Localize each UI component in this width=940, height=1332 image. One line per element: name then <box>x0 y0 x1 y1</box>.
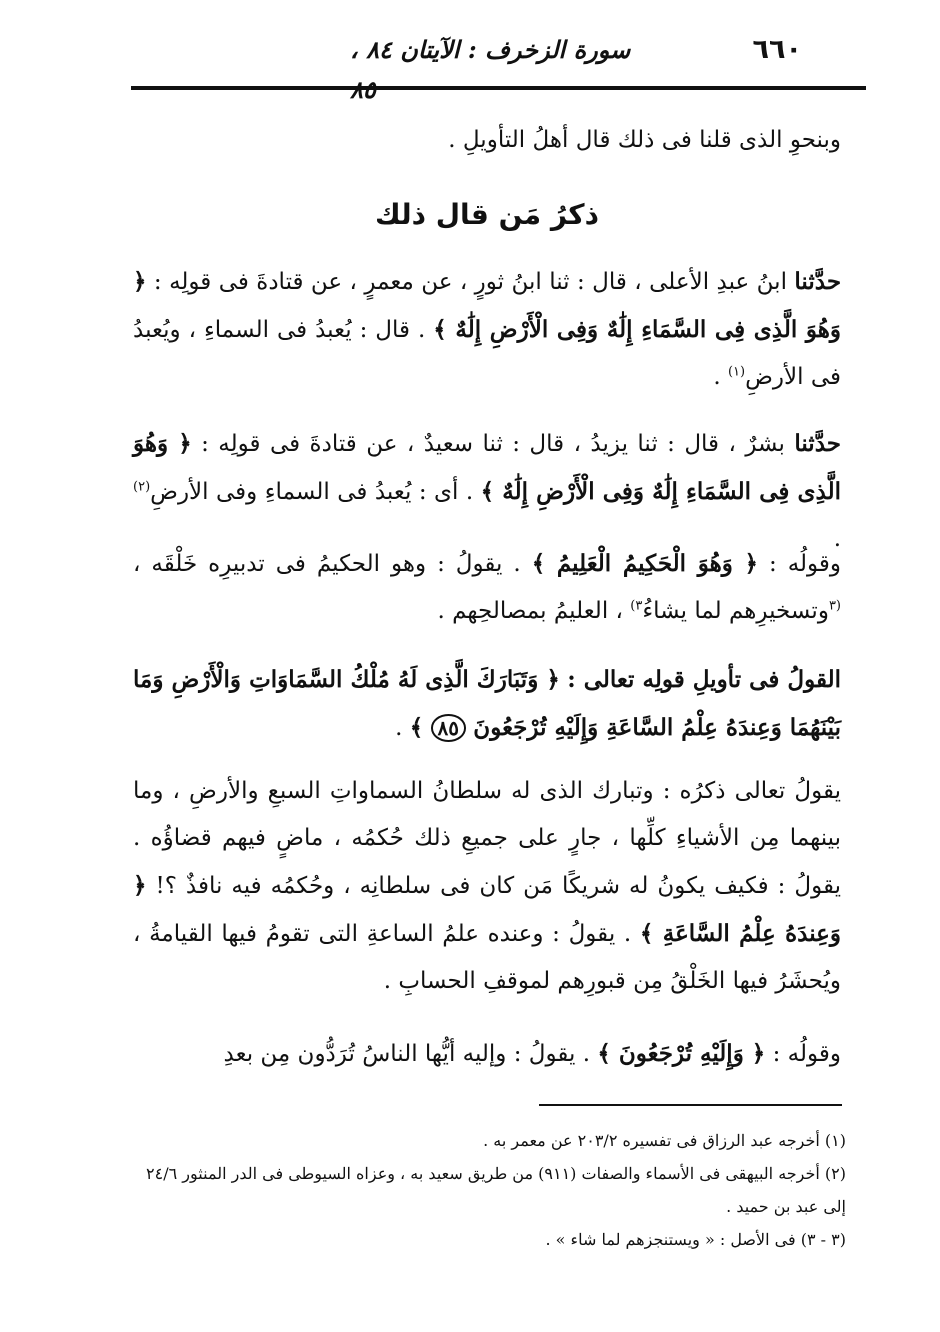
section-heading: ذكرُ مَن قال ذلك <box>375 198 599 231</box>
quran-quote: ﴿ وَهُوَ الَّذِى فِى السَّمَاءِ إِلَٰهٌ وَفِى الْأَرْضِ إِلَٰهٌ ﴾ <box>133 430 842 505</box>
paragraph-text: وقولُه : <box>772 1041 841 1067</box>
paragraph-text: . يقولُ : وإليه أيُّها الناسُ تُرَدُّون مِن بعدِ <box>223 1041 591 1067</box>
header-divider <box>131 86 866 90</box>
quran-quote: ﴿ وَعِندَهُ عِلْمُ السَّاعَةِ ﴾ <box>133 872 841 947</box>
quran-quote: ﴿ وَهُوَ الْحَكِيمُ الْعَلِيمُ ﴾ <box>531 550 758 577</box>
footnote-ref: ٣) <box>630 598 643 614</box>
paragraph-text: ، العليمُ بمصالحِهم . <box>437 598 623 624</box>
footnote: (١) أخرجه عبد الرزاق فى تفسيره ٢٠٣/٢ عن معمر به . <box>483 1131 846 1150</box>
paragraph-6 <box>133 1030 841 1078</box>
paragraph-text: وتسخيرِهم لما يشاءُ <box>642 598 829 624</box>
footnotes <box>138 1124 846 1256</box>
ayah-number-icon: ٨٥ <box>431 714 466 742</box>
running-header-title: سورة الزخرف : الآيتان ٨٤ ، ٨٥ <box>350 35 631 104</box>
paragraph-end: . <box>395 715 403 741</box>
paragraph-end: . <box>713 364 721 390</box>
footnote-ref: (٢) <box>133 479 151 495</box>
paragraph-text: . أى : يُعبدُ فى السماءِ وفى الأرضِ <box>150 479 474 505</box>
paragraph-4 <box>133 656 841 752</box>
hadith-lead: حدَّثنا <box>794 430 841 457</box>
tafsir-heading: القولُ فى تأويلِ قولِه تعالى : <box>567 666 841 693</box>
paragraph-text: . يقولُ : وهو الحكيمُ فى تدبيرِه خَلْقَه ، <box>133 551 521 577</box>
footnote-ref: (١) <box>727 364 746 380</box>
paragraph-text: ابنُ عبدِ الأعلى ، قال : ثنا ابنُ ثورٍ ، عن معمرٍ ، عن قتادةَ فى قولِه : <box>153 269 787 295</box>
intro-line: وبنحوِ الذى قلنا فى ذلك قال أهلُ التأويلِ . <box>448 127 841 153</box>
quran-quote-close: ﴾ <box>409 714 424 741</box>
paragraph-text: بشرٌ ، قال : ثنا يزيدُ ، قال : ثنا سعيدٌ ، عن قتادةَ فى قولِه : <box>201 431 785 457</box>
paragraph-3 <box>133 540 841 635</box>
footnote-divider <box>539 1104 842 1106</box>
paragraph-end: . <box>833 526 841 552</box>
footnote-ref: (٣ <box>828 598 841 614</box>
paragraph-text: وقولُه : <box>768 551 842 577</box>
paragraph-text: يقولُ تعالى ذكرُه : وتبارك الذى له سلطانُ السماواتِ السبعِ والأرضِ ، وما بينهما مِن الأشياءِ كلِّها ، جارٍ على جميعِ ذلك حُكمُه ، ماضٍ فيهم قضاؤُه . يقولُ : فكيف يكونُ له شريكًا مَن كان فى سلطانِه ، وحُكمُه فيه نافذٌ ؟! <box>133 778 842 899</box>
quran-quote: ﴿ وَإِلَيْهِ تُرْجَعُونَ ﴾ <box>597 1040 766 1067</box>
page-number: ٦٦٠ <box>752 34 802 65</box>
footnote: (٢) أخرجه البيهقى فى الأسماء والصفات (٩١١) من طريق سعيد به ، وعزاه السيوطى فى الدر المنثور ٢٤/٦ إلى عبد بن حميد . <box>146 1164 846 1216</box>
quran-quote: ﴿ وَهُوَ الَّذِى فِى السَّمَاءِ إِلَٰهٌ وَفِى الْأَرْضِ إِلَٰهٌ ﴾ <box>133 268 841 343</box>
paragraph-5 <box>133 768 841 1005</box>
hadith-lead: حدَّثنا <box>794 268 842 295</box>
footnote: (٣ - ٣) فى الأصل : « ويستنجزهم لما شاء » . <box>545 1230 846 1249</box>
paragraph-text: . يقولُ : وعنده علمُ الساعةِ التى تقومُ فيها القيامةُ ، ويُحشَرُ فيها الخَلْقُ مِن قبورِهم لموقفِ الحسابِ . <box>133 921 841 994</box>
paragraph-1 <box>133 258 841 401</box>
quran-quote: ﴿ وَتَبَارَكَ الَّذِى لَهُ مُلْكُ السَّمَاوَاتِ وَالْأَرْضِ وَمَا بَيْنَهُمَا وَعِندَهُ عِلْمُ السَّاعَةِ وَإِلَيْهِ تُرْجَعُونَ <box>133 666 841 741</box>
paragraph-text: . قال : يُعبدُ فى السماءِ ، ويُعبدُ فى الأرضِ <box>133 317 841 390</box>
intro-paragraph <box>133 117 841 164</box>
